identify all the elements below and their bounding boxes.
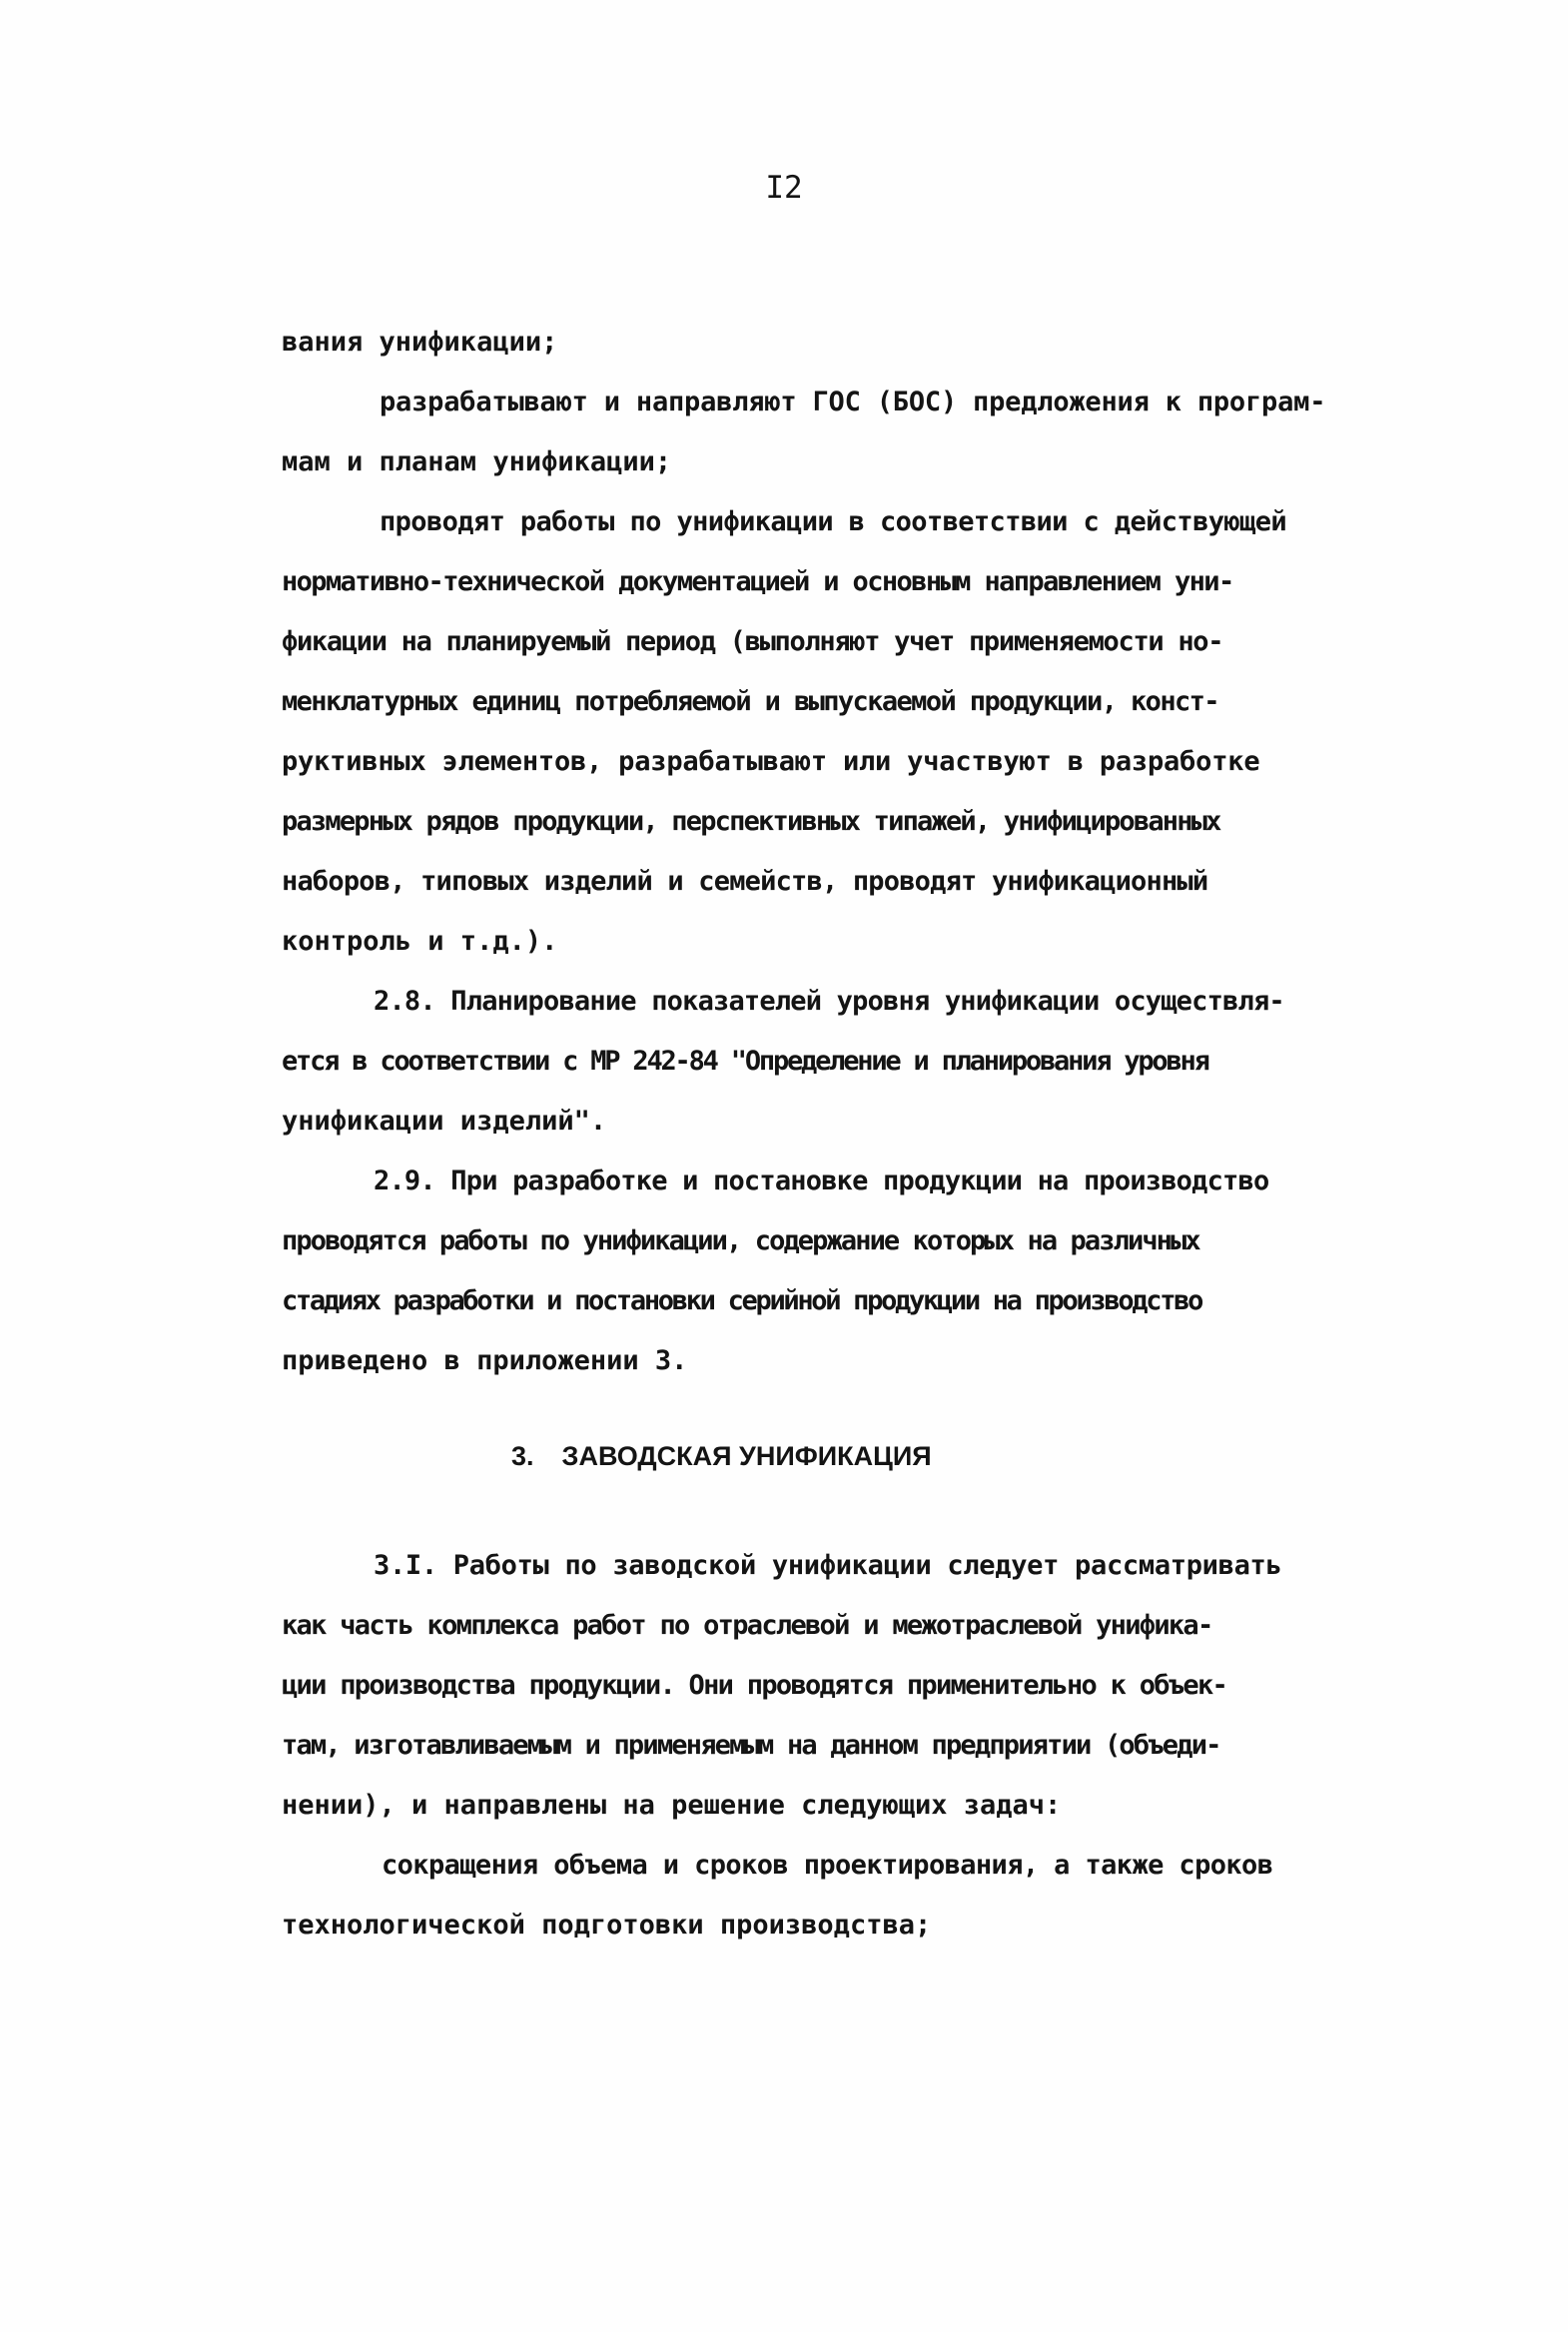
page-number: I2 [765,170,803,206]
text-line: 3.I. Работы по заводской унификации следует рассматривать [374,1550,1282,1581]
text-line: нормативно-технической документацией и основным направлением уни- [282,566,1233,597]
text-line: там, изготавливаемым и применяемым на данном предприятии (объеди- [282,1730,1220,1761]
section-heading [511,1426,932,1486]
text-line: технологической подготовки производства; [282,1910,932,1941]
text-line: менклатурных единиц потребляемой и выпускаемой продукции, конст- [282,686,1218,717]
text-line: ции производства продукции. Они проводятся применительно к объек- [282,1670,1227,1701]
text-line: приведено в приложении 3. [282,1345,688,1376]
text-line: вания унификации; [282,327,558,358]
text-line: наборов, типовых изделий и семейств, проводят унификационный [282,866,1208,897]
text-line: проводят работы по унификации в соответствии с действующей [380,506,1287,537]
text-line: разрабатывают и направляют ГОС (БОС) предложения к програм- [380,387,1326,417]
text-line: проводятся работы по унификации, содержание которых на различных [282,1225,1199,1256]
text-line: сокращения объема и сроков проектирования, а также сроков [382,1850,1273,1881]
text-line: мам и планам унификации; [282,446,672,477]
text-line: 2.9. При разработке и постановке продукции на производство [374,1166,1269,1196]
text-line: размерных рядов продукции, перспективных типажей, унифицированных [282,806,1220,837]
text-line: унификации изделий". [282,1106,607,1137]
text-line: руктивных элементов, разрабатывают или участвуют в разработке [282,746,1260,777]
text-line: ется в соответствии с МР 242-84 "Определение и планирования уровня [282,1046,1208,1077]
section-heading-number: 3. [511,1441,534,1471]
text-line: 2.8. Планирование показателей уровня унификации осуществля- [374,986,1284,1017]
text-line: нении), и направлены на решение следующих задач: [282,1790,1062,1821]
text-line: контроль и т.д.). [282,926,558,957]
text-line: стадиях разработки и постановки серийной продукции на производство [282,1285,1202,1316]
text-line: фикации на планируемый период (выполняют учет применяемости но- [282,626,1223,657]
section-heading-title: ЗАВОДСКАЯ УНИФИКАЦИЯ [561,1441,932,1471]
text-line: как часть комплекса работ по отраслевой и межотраслевой унифика- [282,1610,1212,1641]
